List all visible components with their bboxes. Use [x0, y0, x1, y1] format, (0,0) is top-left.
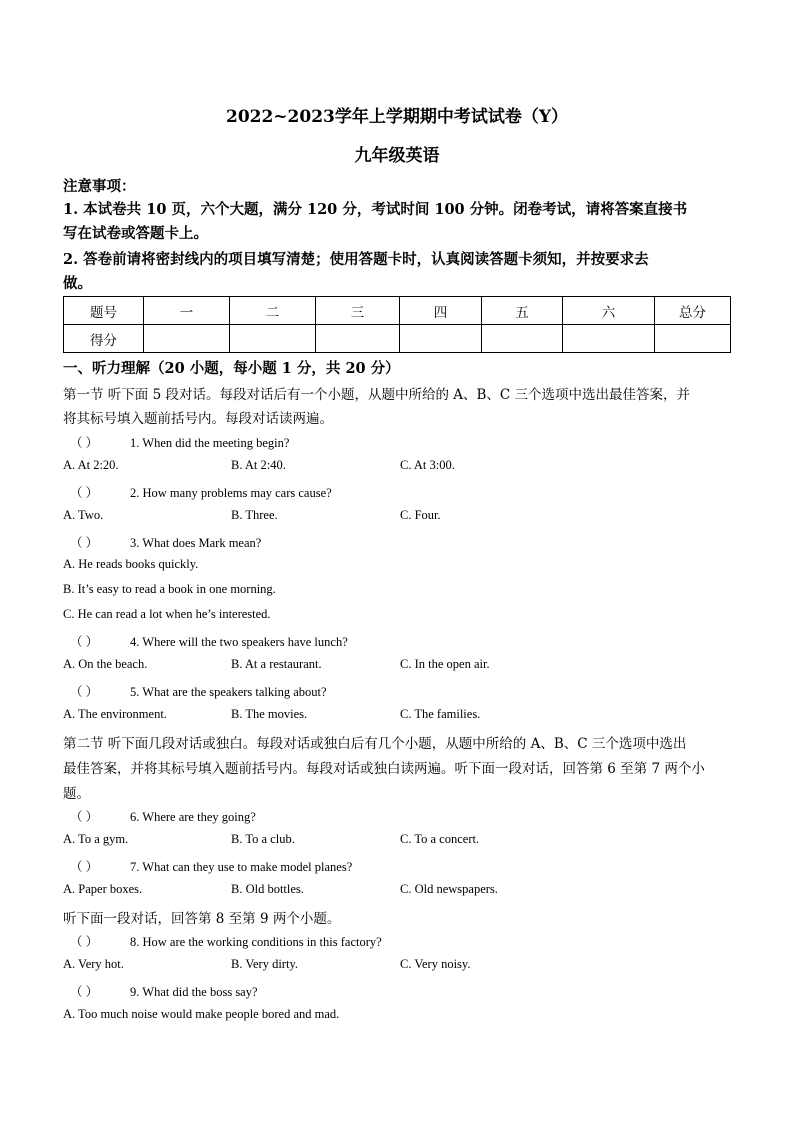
- option-b: B. At 2:40.: [231, 458, 286, 472]
- question-7: [70, 857, 352, 875]
- score-cell: 二: [230, 297, 316, 325]
- answer-blank[interactable]: （ ）: [70, 935, 99, 949]
- option-c: C. Very noisy.: [400, 957, 471, 971]
- option-c: C. In the open air.: [400, 657, 490, 671]
- score-table-score-row: [64, 325, 731, 353]
- part1-instruction-line1: 第一节 听下面 5 段对话。每段对话后有一个小题，从题中所给的 A、B、C 三个选项中选出最佳答案，并: [63, 387, 691, 403]
- notice-heading: 注意事项：: [63, 178, 136, 195]
- question-text: 7. What can they use to make model planes?: [130, 860, 353, 874]
- part2-instruction-line3: 题。: [63, 786, 90, 802]
- score-cell: 五: [482, 297, 563, 325]
- option-a: A. Too much noise would make people bored and mad.: [63, 1007, 340, 1021]
- question-2: [70, 483, 332, 501]
- question-1: [70, 433, 289, 451]
- option-a: A. On the beach.: [63, 657, 148, 671]
- question-text: 2. How many problems may cars cause?: [130, 486, 332, 500]
- option-a: A. To a gym.: [63, 832, 129, 846]
- option-c: C. The families.: [400, 707, 481, 721]
- notice-item2-line1: 2. 答卷前请将密封线内的项目填写清楚；使用答题卡时，认真阅读答题卡须知，并按要求去: [63, 251, 649, 268]
- question-text: 5. What are the speakers talking about?: [130, 685, 327, 699]
- score-cell: 六: [563, 297, 655, 325]
- option-c: C. At 3:00.: [400, 458, 455, 472]
- option-b: B. It’s easy to read a book in one morning.: [63, 582, 276, 596]
- answer-blank[interactable]: （ ）: [70, 486, 99, 500]
- option-c: C. To a concert.: [400, 832, 480, 846]
- score-input-cell[interactable]: [230, 325, 316, 353]
- score-input-cell[interactable]: [482, 325, 563, 353]
- option-a: A. He reads books quickly.: [63, 557, 199, 571]
- option-a: A. Very hot.: [63, 957, 124, 971]
- score-cell: 题号: [64, 297, 144, 325]
- option-b: B. Three.: [231, 508, 278, 522]
- score-input-cell[interactable]: [316, 325, 400, 353]
- option-b: B. The movies.: [231, 707, 308, 721]
- question-4: [70, 632, 348, 650]
- option-c: C. Four.: [400, 508, 441, 522]
- score-cell: 一: [144, 297, 230, 325]
- part2-instruction-line2: 最佳答案，并将其标号填入题前括号内。每段对话或独白读两遍。听下面一段对话，回答第 6 至第 7 两个小: [63, 761, 705, 777]
- score-cell: 三: [316, 297, 400, 325]
- score-input-cell[interactable]: [400, 325, 482, 353]
- score-cell: 四: [400, 297, 482, 325]
- question-text: 1. When did the meeting begin?: [130, 436, 290, 450]
- answer-blank[interactable]: （ ）: [70, 436, 99, 450]
- option-a: A. At 2:20.: [63, 458, 119, 472]
- option-a: A. Two.: [63, 508, 104, 522]
- question-9: [70, 982, 258, 1000]
- question-6: [70, 807, 256, 825]
- section1-heading: 一、听力理解（20 小题，每小题 1 分，共 20 分）: [63, 360, 400, 377]
- score-cell: 总分: [655, 297, 731, 325]
- exam-subtitle: 九年级英语: [354, 146, 440, 166]
- answer-blank[interactable]: （ ）: [70, 810, 99, 824]
- notice-item2-line2: 做。: [63, 275, 92, 292]
- answer-blank[interactable]: （ ）: [70, 536, 99, 550]
- option-a: A. Paper boxes.: [63, 882, 143, 896]
- question-text: 3. What does Mark mean?: [130, 536, 262, 550]
- answer-blank[interactable]: （ ）: [70, 685, 99, 699]
- instruction-q8-q9: 听下面一段对话，回答第 8 至第 9 两个小题。: [63, 911, 341, 927]
- score-input-cell[interactable]: [655, 325, 731, 353]
- question-text: 8. How are the working conditions in this factory?: [130, 935, 382, 949]
- question-text: 9. What did the boss say?: [130, 985, 258, 999]
- part2-instruction-line1: 第二节 听下面几段对话或独白。每段对话或独白后有几个小题，从题中所给的 A、B、C 三个选项中选出: [63, 736, 687, 752]
- option-b: B. Old bottles.: [231, 882, 304, 896]
- score-cell: 得分: [64, 325, 144, 353]
- question-text: 4. Where will the two speakers have lunch?: [130, 635, 348, 649]
- option-c: C. He can read a lot when he’s interested.: [63, 607, 271, 621]
- score-table: [63, 296, 731, 353]
- notice-item1-line1: 1. 本试卷共 10 页，六个大题，满分 120 分，考试时间 100 分钟。闭卷考试，请将答案直接书: [63, 201, 688, 218]
- notice-item1-line2: 写在试卷或答题卡上。: [63, 225, 208, 242]
- option-b: B. At a restaurant.: [231, 657, 322, 671]
- part1-instruction-line2: 将其标号填入题前括号内。每段对话读两遍。: [63, 411, 333, 427]
- option-b: B. To a club.: [231, 832, 295, 846]
- option-a: A. The environment.: [63, 707, 167, 721]
- score-input-cell[interactable]: [144, 325, 230, 353]
- option-b: B. Very dirty.: [231, 957, 299, 971]
- answer-blank[interactable]: （ ）: [70, 635, 99, 649]
- question-text: 6. Where are they going?: [130, 810, 256, 824]
- question-5: [70, 682, 327, 700]
- score-input-cell[interactable]: [563, 325, 655, 353]
- question-8: [70, 932, 382, 950]
- question-3: [70, 533, 261, 551]
- answer-blank[interactable]: （ ）: [70, 985, 99, 999]
- answer-blank[interactable]: （ ）: [70, 860, 99, 874]
- exam-title: 2022~2023学年上学期期中考试试卷（Y）: [225, 107, 568, 127]
- option-c: C. Old newspapers.: [400, 882, 498, 896]
- score-table-header-row: [64, 297, 731, 325]
